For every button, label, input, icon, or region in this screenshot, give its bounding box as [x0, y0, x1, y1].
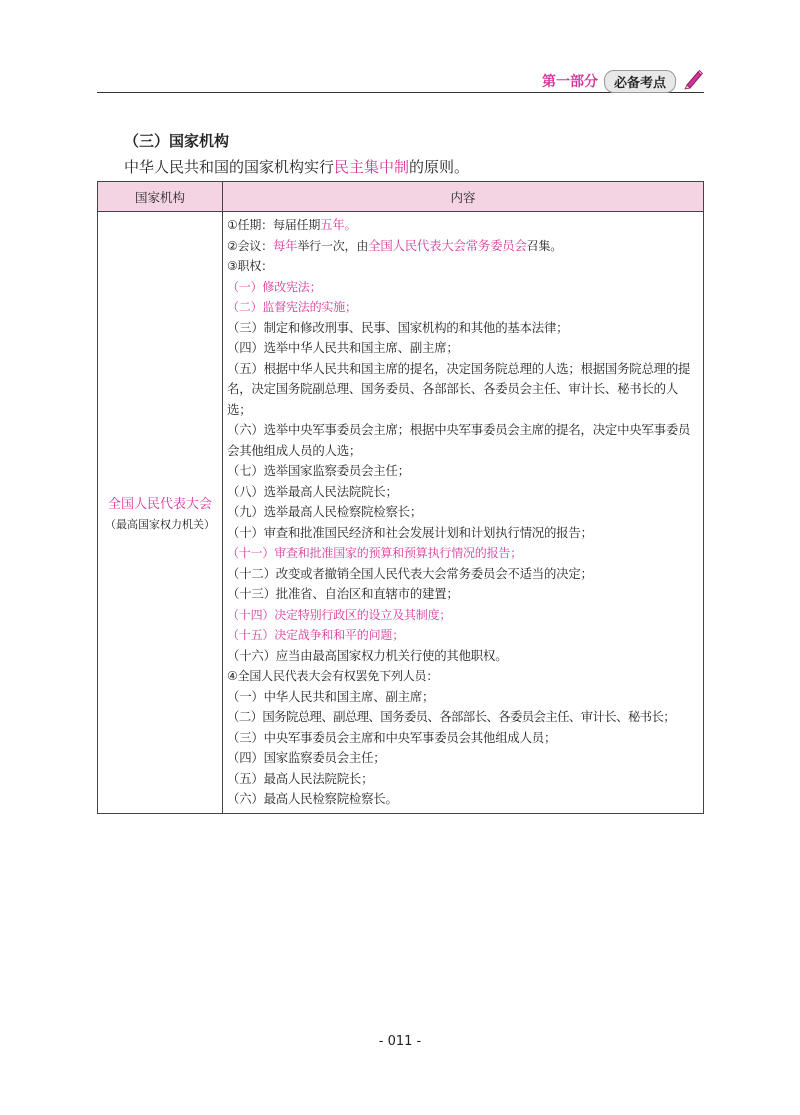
content-cell	[223, 212, 704, 814]
term-label: ①任期：每届任期	[227, 218, 321, 232]
header-content: 内容	[223, 182, 704, 212]
list-item: （五）根据中华人民共和国主席的提名，决定国务院总理的人选；根据国务院总理的提名，决定国务院副总理、国务委员、各部部长、各委员会主任、审计长、秘书长的人选；	[227, 360, 691, 417]
meeting-freq: 每年	[272, 237, 298, 253]
list-item: （七）选举国家监察委员会主任；	[227, 463, 410, 478]
organ-table	[97, 181, 704, 814]
list-item: （四）国家监察委员会主任；	[227, 750, 386, 765]
intro-suffix: 的原则。	[409, 158, 470, 176]
list-item: （十五）决定战争和和平的问题；	[227, 628, 405, 642]
meeting-mid: 举行一次，由	[297, 238, 369, 253]
page-header	[97, 64, 704, 93]
intro-prefix: 中华人民共和国的国家机构实行	[124, 158, 335, 176]
list-item: （三）制定和修改刑事、民事、国家机构的和其他的基本法律；	[227, 319, 569, 335]
list-item: （六）最高人民检察院检察长。	[227, 791, 398, 806]
powers-title: ③职权：	[227, 259, 273, 273]
list-item: （三）中央军事委员会主席和中央军事委员会其他组成人员；	[227, 729, 557, 745]
meeting-line	[227, 236, 700, 257]
list-item: （二）国务院总理、副总理、国务委员、各部部长、各委员会主任、审计长、秘书长；	[227, 709, 676, 724]
list-item: （六）选举中央军事委员会主席；根据中央军事委员会主席的提名，决定中央军事委员会其他组成人员的人选；	[227, 422, 691, 458]
meeting-end: 召集。	[526, 238, 563, 253]
list-item: （一）中华人民共和国主席、副主席；	[227, 688, 435, 704]
list-item: （九）选举最高人民检察院检察长；	[227, 504, 423, 519]
table-row	[98, 212, 704, 814]
list-item: （二）监督宪法的实施；	[227, 300, 357, 314]
section-badge: 必备考点	[604, 70, 676, 93]
list-item: （一）修改宪法；	[227, 279, 322, 294]
list-item: （十）审查和批准国民经济和社会发展计划和计划执行情况的报告；	[227, 524, 593, 540]
term-value: 五年。	[320, 217, 357, 232]
meeting-label: ②会议：	[227, 238, 273, 253]
intro-text	[124, 156, 469, 177]
meeting-body: 全国人民代表大会常务委员会	[368, 237, 527, 253]
list-item: （十一）审查和批准国家的预算和预算执行情况的报告；	[227, 546, 523, 560]
page-number: - 011 -	[378, 1034, 422, 1049]
list-item: （十三）批准省、自治区和直辖市的建置；	[227, 586, 459, 601]
table-header-row	[98, 182, 704, 212]
list-item: （四）选举中华人民共和国主席、副主席；	[227, 340, 459, 355]
list-item: （十四）决定特别行政区的设立及其制度；	[227, 607, 452, 622]
list-item: （十二）改变或者撤销全国人民代表大会常务委员会不适当的决定；	[227, 565, 593, 581]
header-right	[542, 68, 704, 94]
section-title: （三）国家机构	[124, 132, 230, 150]
part-label: 第一部分	[541, 74, 598, 90]
organ-subtitle: （最高国家权力机关）	[105, 517, 215, 531]
pencil-icon	[682, 68, 704, 94]
list-item: （十六）应当由最高国家权力机关行使的其他职权。	[227, 647, 508, 663]
term-line	[227, 215, 700, 236]
list-item: （五）最高人民法院院长；	[227, 770, 374, 786]
list-item: （八）选举最高人民法院院长；	[227, 483, 398, 499]
organ-cell	[98, 212, 223, 814]
organ-name: 全国人民代表大会	[107, 496, 212, 512]
intro-highlight: 民主集中制	[334, 158, 410, 176]
header-organ: 国家机构	[98, 182, 223, 212]
removal-title: ④全国人民代表大会有权罢免下列人员：	[227, 669, 439, 683]
